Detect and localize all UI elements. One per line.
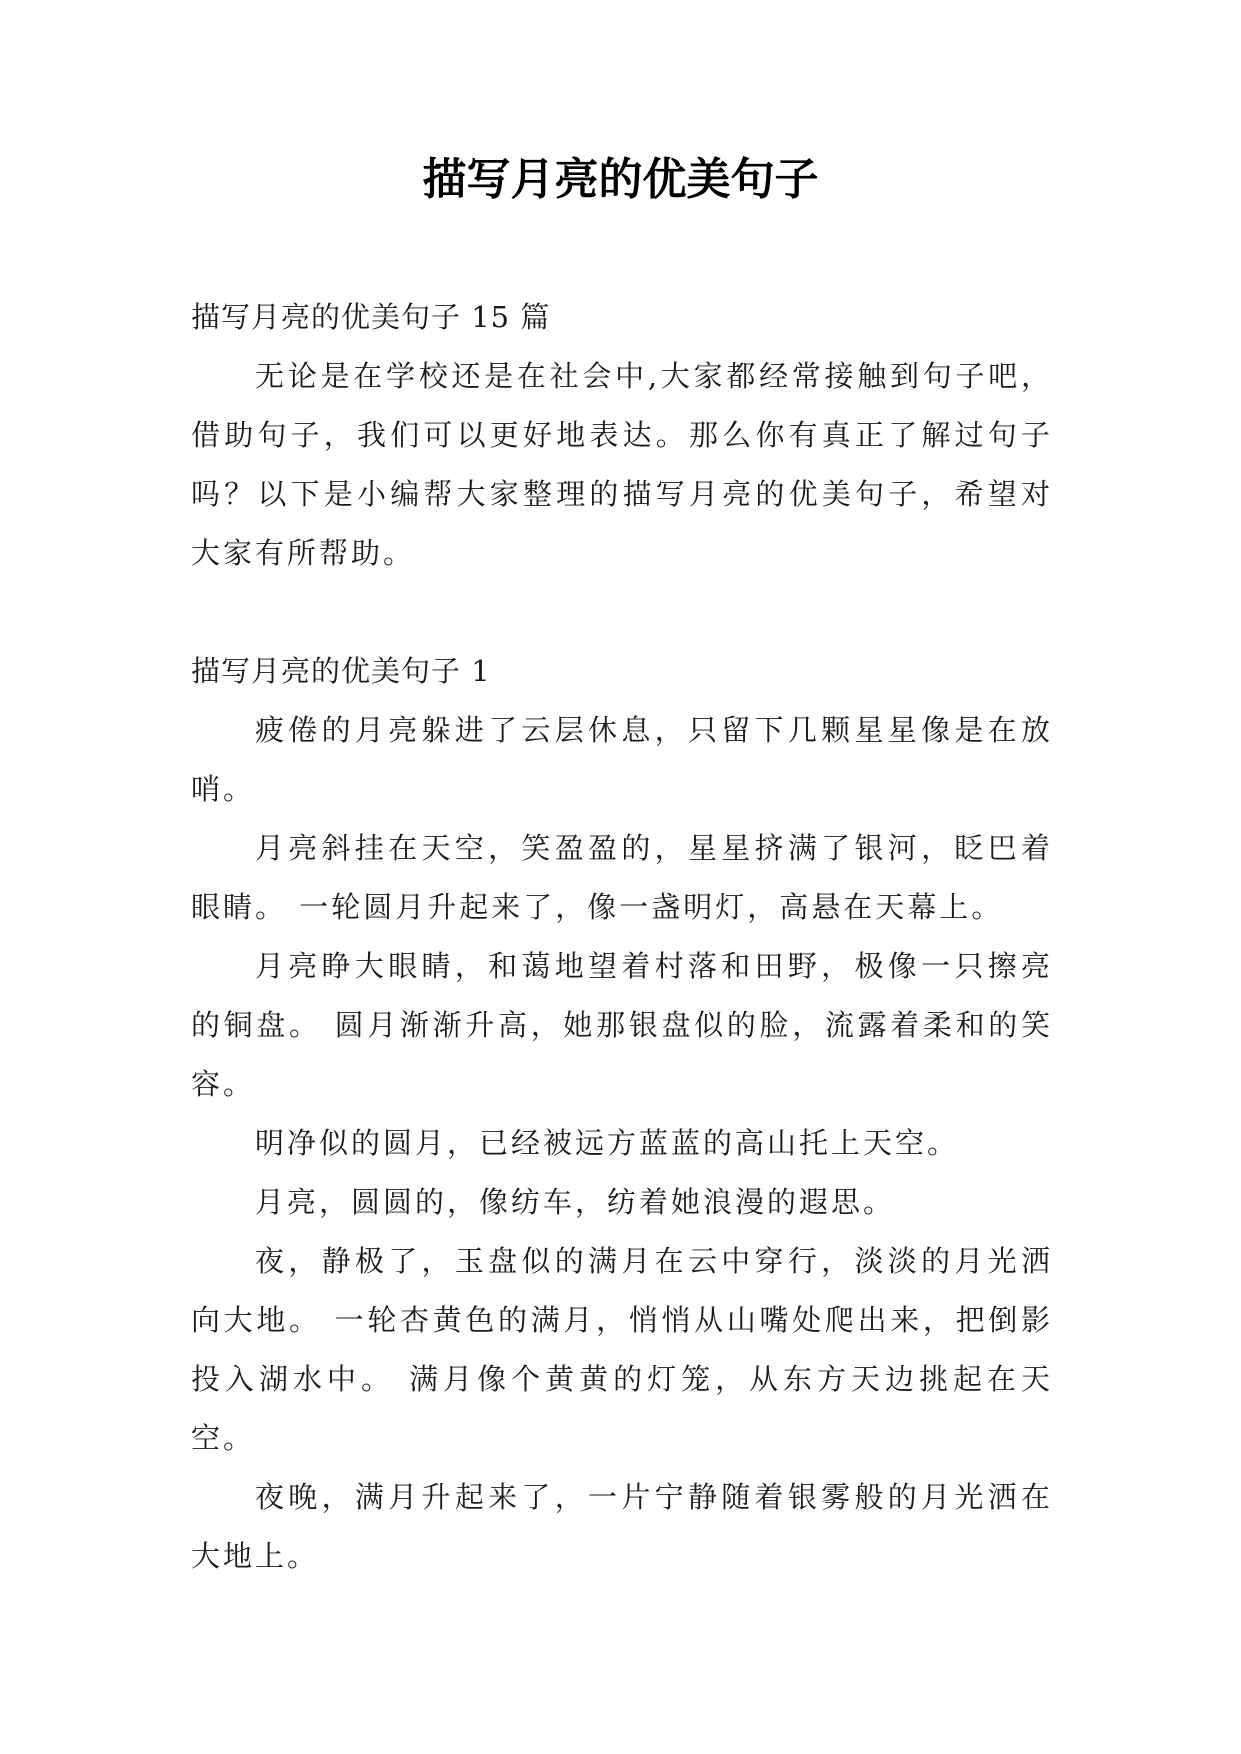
section-spacer — [191, 583, 1053, 642]
sentence-paragraph: 疲倦的月亮躲进了云层休息，只留下几颗星星像是在放哨。 — [191, 713, 1053, 806]
sentence-paragraph: 夜，静极了，玉盘似的满月在云中穿行，淡淡的月光洒向大地。 一轮杏黄色的满月，悄悄从山嘴处爬出来，把倒影投入湖水中。 满月像个黄黄的灯笼，从东方天边挑起在天空。 — [191, 1244, 1053, 1455]
intro-heading: 描写月亮的优美句子 15 篇 — [191, 300, 551, 334]
sentence-paragraph: 夜晚，满月升起来了，一片宁静随着银雾般的月光洒在大地上。 — [191, 1480, 1053, 1573]
document-title: 描写月亮的优美句子 — [422, 154, 819, 205]
sentence-paragraph: 月亮，圆圆的，像纺车，纺着她浪漫的遐思。 — [255, 1185, 896, 1219]
sentence-paragraph: 月亮睁大眼睛，和蔼地望着村落和田野，极像一只擦亮的铜盘。 圆月渐渐升高，她那银盘似的脸，流露着柔和的笑容。 — [191, 949, 1053, 1101]
sentence-paragraph: 月亮斜挂在天空，笑盈盈的，星星挤满了银河，眨巴着眼睛。 一轮圆月升起来了，像一盏明灯，高悬在天幕上。 — [191, 831, 1053, 924]
document-body — [191, 288, 1053, 1586]
intro-paragraph: 无论是在学校还是在社会中,大家都经常接触到句子吧，借助句子，我们可以更好地表达。那么你有真正了解过句子吗？以下是小编帮大家整理的描写月亮的优美句子，希望对大家有所帮助。 — [191, 359, 1053, 570]
sentence-paragraph: 明净似的圆月，已经被远方蓝蓝的高山托上天空。 — [255, 1126, 960, 1160]
section-heading: 描写月亮的优美句子 1 — [191, 654, 491, 688]
